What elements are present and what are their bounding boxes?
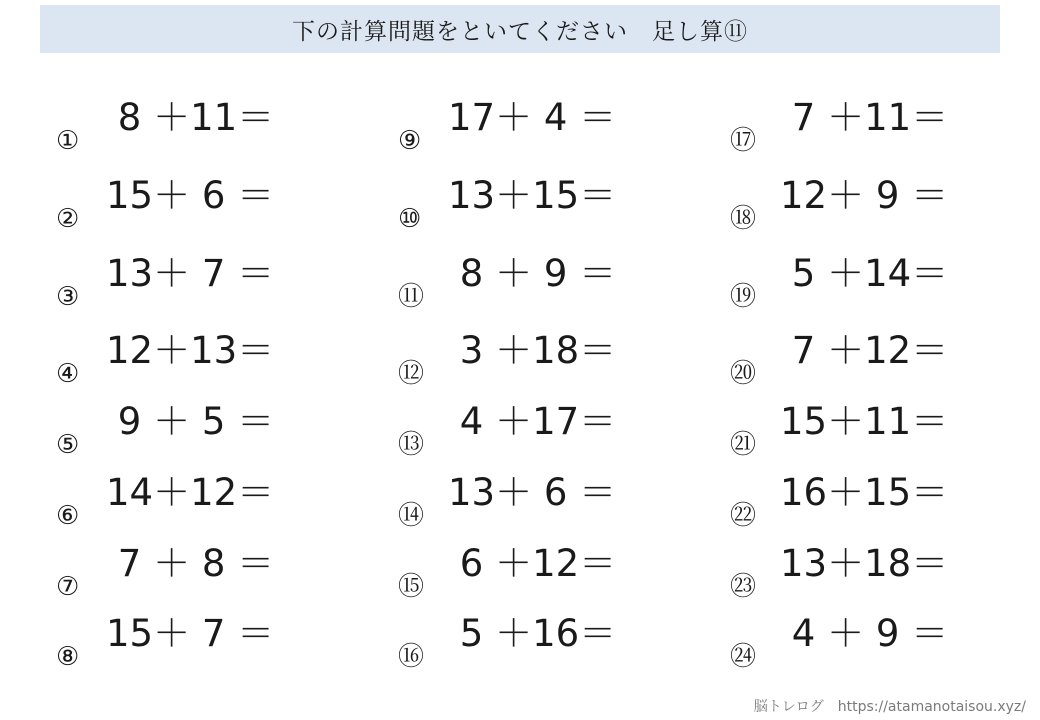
- problem-expression: 17＋ 4 ＝: [448, 96, 617, 139]
- problem-expression: 13＋18＝: [780, 542, 949, 585]
- problem-item: [56, 400, 356, 460]
- title-bar: [40, 5, 1000, 53]
- problem-item: [56, 471, 356, 531]
- problem-expression: 14＋12＝: [106, 471, 275, 514]
- problem-number: ⑩: [398, 204, 422, 234]
- problem-item: [398, 612, 698, 672]
- problem-expression: 5 ＋14＝: [780, 252, 949, 295]
- problem-number: ⑮: [398, 572, 425, 602]
- problem-number: ㉓: [730, 572, 757, 602]
- problem-item: [730, 96, 1030, 156]
- problem-number: ⑫: [398, 359, 425, 389]
- problem-expression: 9 ＋ 5 ＝: [106, 400, 275, 443]
- problem-number: ⑲: [730, 282, 757, 312]
- problem-item: [56, 329, 356, 389]
- problem-expression: 13＋ 6 ＝: [448, 471, 617, 514]
- problem-item: [398, 329, 698, 389]
- problem-expression: 8 ＋11＝: [106, 96, 275, 139]
- problem-expression: 16＋15＝: [780, 471, 949, 514]
- page-title: 下の計算問題をといてください 足し算⑪: [292, 18, 748, 45]
- problem-expression: 6 ＋12＝: [448, 542, 617, 585]
- problem-expression: 13＋ 7 ＝: [106, 252, 275, 295]
- problem-expression: 5 ＋16＝: [448, 612, 617, 655]
- problem-number: ⑳: [730, 359, 757, 389]
- problem-item: [56, 612, 356, 672]
- problem-item: [398, 471, 698, 531]
- footer-credit: 脳トレログ https://atamanotaisou.xyz/: [753, 699, 1026, 715]
- problem-item: [56, 542, 356, 602]
- problem-expression: 7 ＋11＝: [780, 96, 949, 139]
- problem-expression: 13＋15＝: [448, 174, 617, 217]
- problem-item: [730, 400, 1030, 460]
- problem-number: ⑱: [730, 204, 757, 234]
- problem-expression: 3 ＋18＝: [448, 329, 617, 372]
- problem-number: ⑨: [398, 126, 422, 156]
- problem-item: [56, 252, 356, 312]
- problem-number: ①: [56, 126, 80, 156]
- problem-number: ⑦: [56, 572, 80, 602]
- problem-number: ⑯: [398, 642, 425, 672]
- problem-expression: 4 ＋ 9 ＝: [780, 612, 949, 655]
- problem-number: ④: [56, 359, 80, 389]
- problem-item: [730, 542, 1030, 602]
- problem-expression: 7 ＋ 8 ＝: [106, 542, 275, 585]
- problem-number: ㉔: [730, 642, 757, 672]
- problem-expression: 12＋ 9 ＝: [780, 174, 949, 217]
- problem-item: [398, 252, 698, 312]
- problem-expression: 4 ＋17＝: [448, 400, 617, 443]
- problem-number: ⑥: [56, 501, 80, 531]
- problem-number: ⑭: [398, 501, 425, 531]
- problem-number: ⑧: [56, 642, 80, 672]
- problem-number: ⑪: [398, 282, 425, 312]
- problem-item: [730, 252, 1030, 312]
- problem-number: ②: [56, 204, 80, 234]
- problem-item: [398, 542, 698, 602]
- problem-number: ⑤: [56, 430, 80, 460]
- problem-expression: 15＋ 7 ＝: [106, 612, 275, 655]
- problem-expression: 8 ＋ 9 ＝: [448, 252, 617, 295]
- problem-item: [730, 174, 1030, 234]
- problem-item: [730, 329, 1030, 389]
- problem-number: ⑰: [730, 126, 757, 156]
- problem-number: ㉑: [730, 430, 757, 460]
- problem-item: [398, 400, 698, 460]
- problem-number: ㉒: [730, 501, 757, 531]
- problem-expression: 15＋11＝: [780, 400, 949, 443]
- problem-number: ③: [56, 282, 80, 312]
- problem-item: [398, 174, 698, 234]
- problem-item: [730, 471, 1030, 531]
- problem-number: ⑬: [398, 430, 425, 460]
- problem-expression: 12＋13＝: [106, 329, 275, 372]
- problem-expression: 15＋ 6 ＝: [106, 174, 275, 217]
- problem-item: [56, 96, 356, 156]
- problem-expression: 7 ＋12＝: [780, 329, 949, 372]
- problem-item: [56, 174, 356, 234]
- problem-item: [398, 96, 698, 156]
- problem-item: [730, 612, 1030, 672]
